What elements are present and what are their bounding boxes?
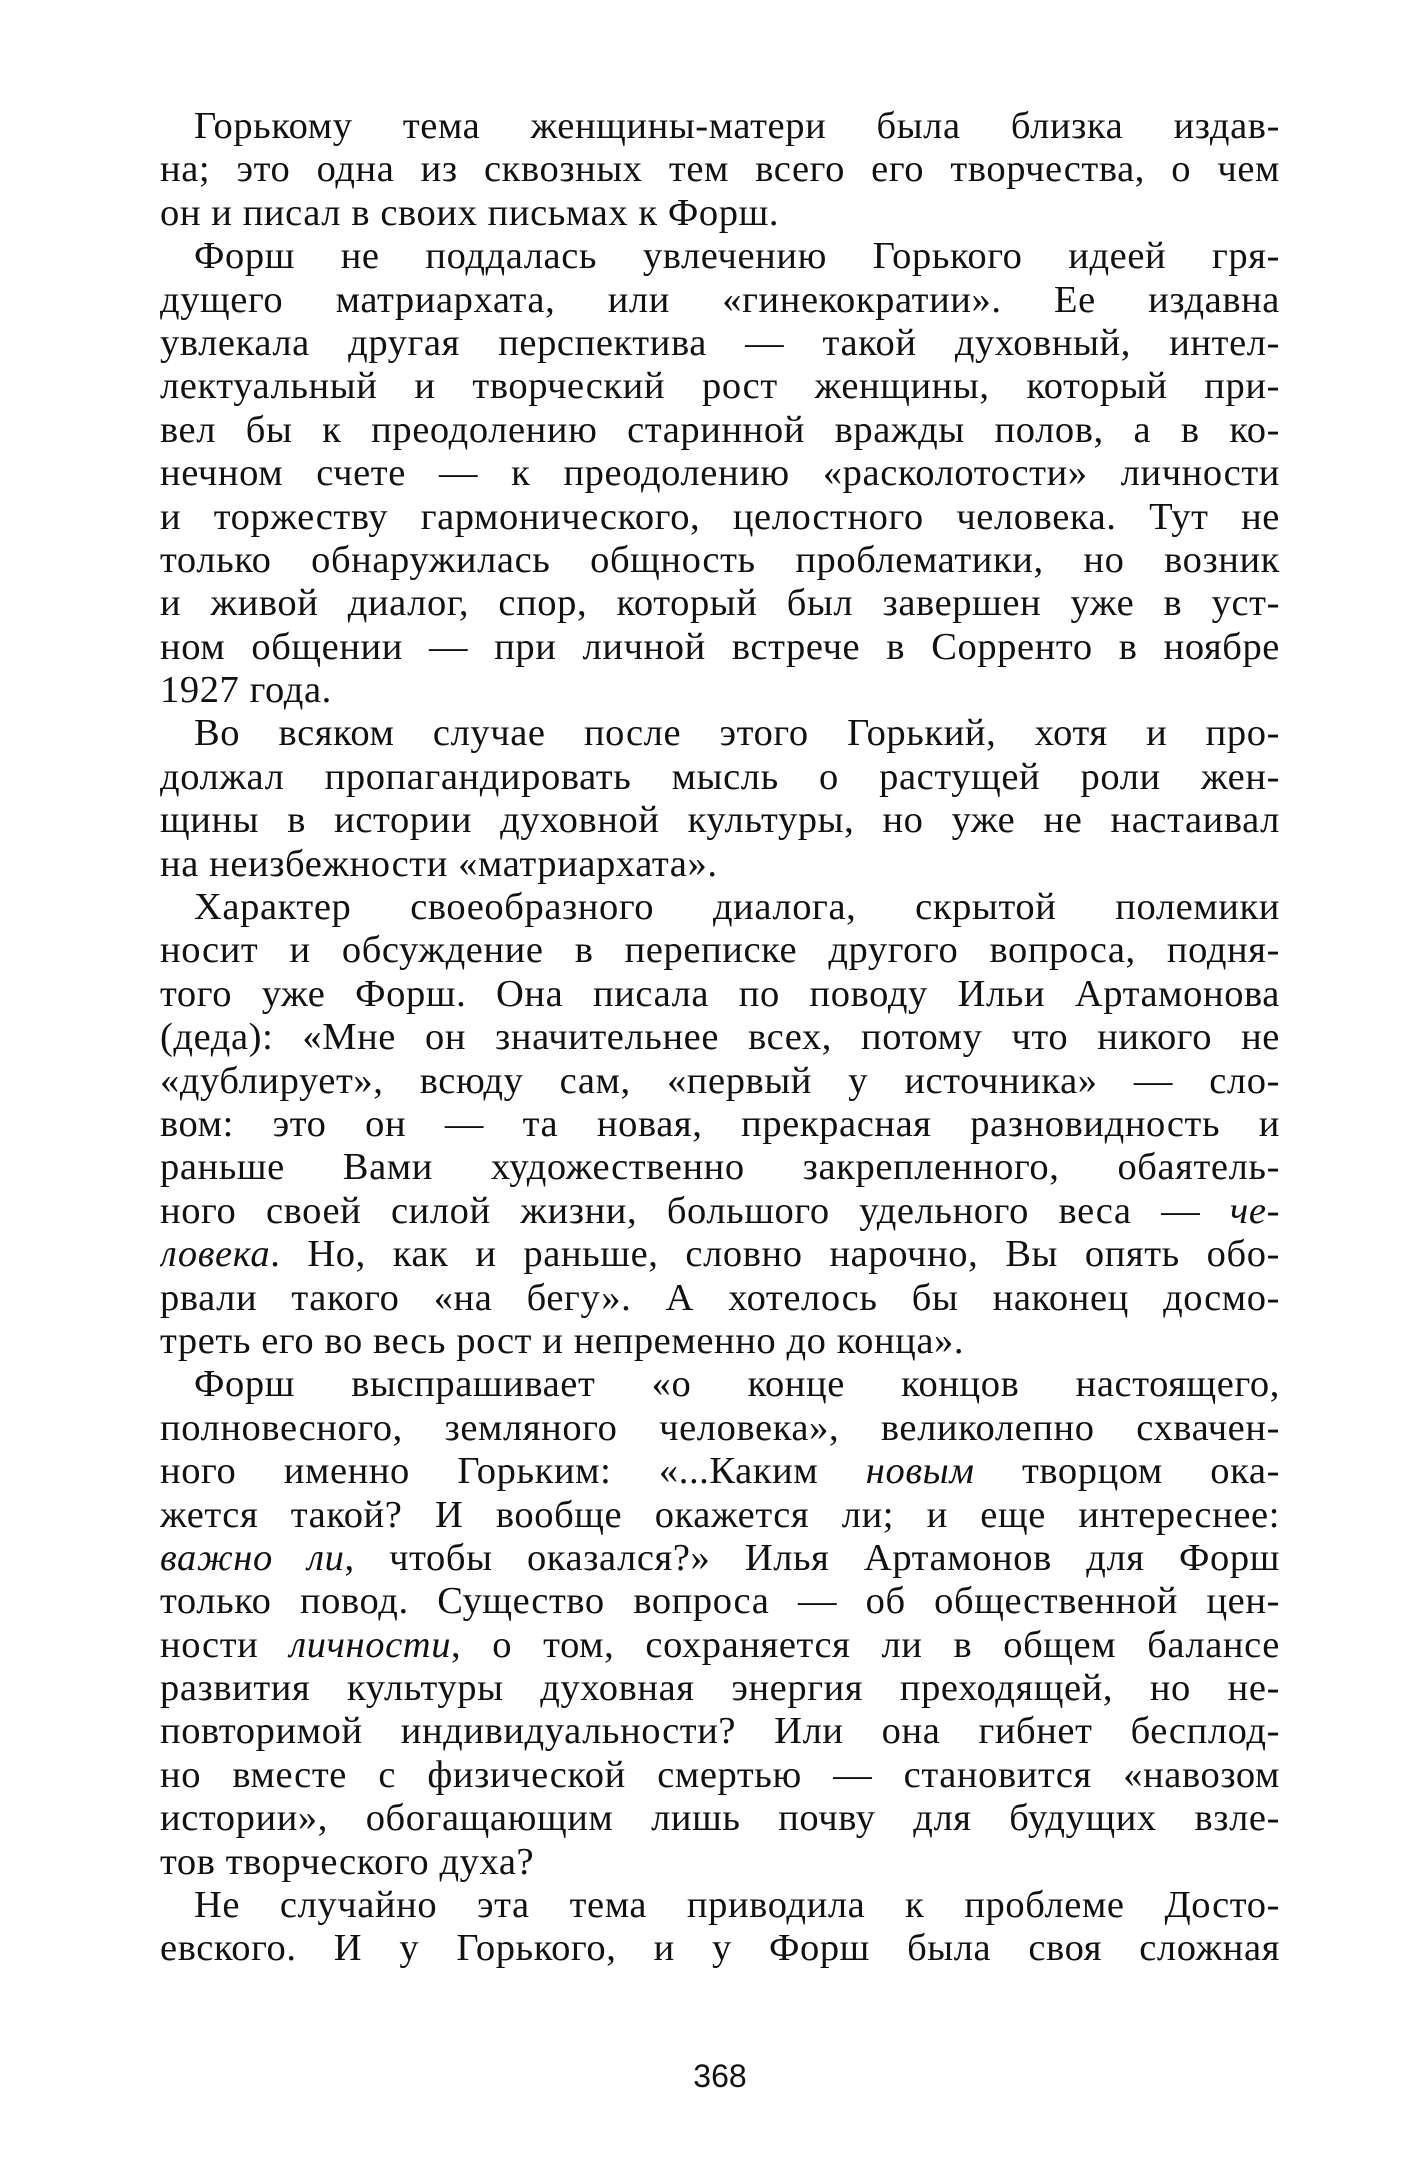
text-line: должал пропагандировать мысль о растущей роли жен- <box>160 755 1280 798</box>
text-run: , о том, сохраняется ли в общем балансе <box>451 1623 1280 1666</box>
italic-run: че- <box>1229 1189 1280 1232</box>
text-line: того уже Форш. Она писала по поводу Ильи Артамонова <box>160 972 1280 1015</box>
text-line: развития культуры духовная энергия преходящей, но не- <box>160 1667 1280 1710</box>
text-line: увлекала другая перспектива — такой духовный, интел- <box>160 321 1280 364</box>
text-line: жется такой? И вообще окажется ли; и еще интереснее: <box>160 1493 1280 1536</box>
text-run: , чтобы оказался?» Илья Артамонов для Форш <box>344 1536 1280 1579</box>
body-text <box>160 105 1280 1971</box>
text-line <box>160 1233 1280 1276</box>
text-line: Форш не поддалась увлечению Горького идеей гря- <box>194 235 1280 278</box>
text-line: Не случайно эта тема приводила к проблеме Досто- <box>194 1884 1280 1927</box>
text-line <box>160 1537 1280 1580</box>
text-run: творцом ока- <box>974 1450 1280 1493</box>
page-number: 368 <box>693 2058 747 2094</box>
text-line: Форш выспрашивает «о конце концов настоящего, <box>194 1363 1280 1406</box>
text-line: полновесного, земляного человека», великолепно схвачен- <box>160 1406 1280 1449</box>
italic-run: ловека <box>160 1233 271 1276</box>
text-line: и торжеству гармонического, целостного человека. Тут не <box>160 495 1280 538</box>
text-line: носит и обсуждение в переписке другого вопроса, подня- <box>160 929 1280 972</box>
text-line: на неизбежности «матриархата». <box>160 842 718 885</box>
italic-run: важно ли <box>160 1536 345 1579</box>
text-line: повторимой индивидуальности? Или она гибнет бесплод- <box>160 1710 1280 1753</box>
text-line: вел бы к преодолению старинной вражды полов, а в ко- <box>160 408 1280 451</box>
italic-run: новым <box>865 1450 975 1493</box>
text-line: дущего матриархата, или «гинекократии». Ее издавна <box>160 278 1280 321</box>
text-line: раньше Вами художественно закрепленного, обаятель- <box>160 1146 1280 1189</box>
text-line: нечном счете — к преодолению «расколотости» личности <box>160 452 1280 495</box>
text-line: (деда): «Мне он значительнее всех, потому что никого не <box>160 1016 1280 1059</box>
text-line <box>160 1624 1280 1667</box>
text-run: ного своей силой жизни, большого удельного веса — <box>160 1189 1230 1232</box>
text-line: и живой диалог, спор, который был завершен уже в уст- <box>160 582 1280 625</box>
text-line: истории», обогащающим лишь почву для будущих взле- <box>160 1797 1280 1840</box>
text-line: тов творческого духа? <box>160 1840 535 1883</box>
text-run: . Но, как и раньше, словно нарочно, Вы опять обо- <box>270 1233 1280 1276</box>
text-line: он и писал в своих письмах к Форш. <box>160 191 780 234</box>
text-line: лектуальный и творческий рост женщины, который при- <box>160 365 1280 408</box>
italic-run: личности <box>289 1623 452 1666</box>
text-line: Характер своеобразного диалога, скрытой полемики <box>194 886 1280 929</box>
text-line: треть его во весь рост и непременно до конца». <box>160 1319 965 1362</box>
text-line: только обнаружилась общность проблематики, но возник <box>160 538 1280 581</box>
text-run: ности <box>160 1623 290 1666</box>
text-line: на; это одна из сквозных тем всего его творчества, о чем <box>160 148 1280 191</box>
text-line: рвали такого «на бегу». А хотелось бы наконец досмо- <box>160 1276 1280 1319</box>
text-line: вом: это он — та новая, прекрасная разновидность и <box>160 1102 1280 1145</box>
text-line: 1927 года. <box>160 669 332 712</box>
text-line: Во всяком случае после этого Горький, хотя и про- <box>194 712 1280 755</box>
text-line: ном общении — при личной встрече в Сорренто в ноябре <box>160 625 1280 668</box>
text-line: евского. И у Горького, и у Форш была своя сложная <box>160 1927 1280 1970</box>
book-page <box>160 105 1280 2094</box>
text-line <box>160 1190 1280 1233</box>
text-line: только повод. Существо вопроса — об общественной цен- <box>160 1580 1280 1623</box>
text-line: но вместе с физической смертью — становится «навозом <box>160 1753 1280 1796</box>
text-line: «дублирует», всюду сам, «первый у источника» — сло- <box>160 1059 1280 1102</box>
text-line: Горькому тема женщины-матери была близка издав- <box>194 105 1280 147</box>
text-run: ного именно Горьким: «...Каким <box>160 1450 866 1493</box>
text-line <box>160 1450 1280 1493</box>
text-line: щины в истории духовной культуры, но уже не настаивал <box>160 799 1280 842</box>
